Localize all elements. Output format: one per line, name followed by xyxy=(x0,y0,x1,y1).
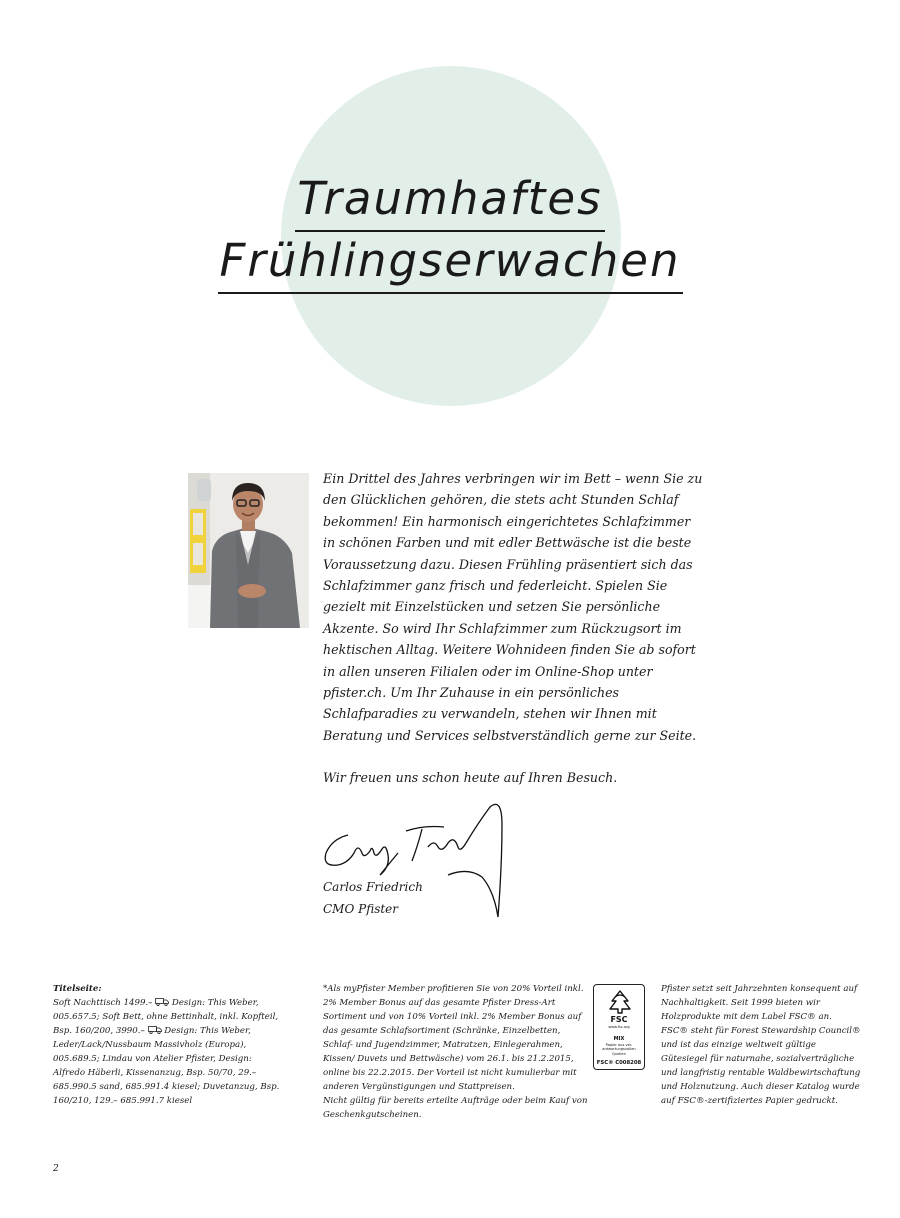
truck-icon xyxy=(155,998,169,1006)
cover-credits-heading: Titelseite: xyxy=(53,984,102,994)
fsc-code: FSC® C008208 xyxy=(596,1060,642,1066)
sustainability-note: Pfister setzt seit Jahrzehnten konsequent auf Nachhaltigkeit. Seit 1999 bieten wir Holzprodukte mit dem Label FSC® an. FSC® steht für Forest Stewardship Council® und ist das einzige weltweit gültige Gütesiegel für naturnahe, sozialverträgliche und langfristig rentable Waldbewirtschaftung und Holznutzung. Auch dieser Katalog wurde auf FSC®-zertifiziertes Papier gedruckt. xyxy=(661,984,861,1106)
fsc-mix: MIX xyxy=(613,1036,625,1042)
letter-greeting: Wir freuen uns schon heute auf Ihren Besuch. xyxy=(323,770,618,786)
truck-icon xyxy=(148,1026,162,1034)
letter-body: Ein Drittel des Jahres verbringen wir im Bett – wenn Sie zu den Glücklichen gehören, die stets acht Stunden Schlaf bekommen! Ein harmonisch eingerichtetes Schlafzimmer in schönen Farben und mit edler Bettwäsche ist die beste Voraussetzung dazu. Diesen Frühling präsentiert sich das Schlafzimmer ganz frisch und federleicht. Spielen Sie gezielt mit Einzelstücken und setzen Sie persönliche Akzente. So wird Ihr Schlafzimmer zum Rückzugsort im hektischen Alltag. Weitere Wohnideen finden Sie ab sofort in allen unseren Filialen oder im Online-Shop unter pfister.ch. Um Ihr Zuhause in ein persönliches Schlafparadies zu verwandeln, stehen wir Ihnen mit Beratung und Services selbstverständlich gerne zur Seite. xyxy=(323,471,703,743)
fsc-brand: FSC xyxy=(610,1015,628,1024)
fsc-site: www.fsc.org xyxy=(608,1025,630,1029)
cover-credits xyxy=(53,982,283,1108)
page-title-line-1: Traumhaftes xyxy=(0,170,900,232)
member-conditions xyxy=(323,982,588,1122)
portrait-illustration xyxy=(188,473,309,628)
cover-credits-text: Soft Nachttisch 1499.– Design: This Weber, 005.657.5; Soft Bett, ohne Bettinhalt, inkl. Kopfteil, Bsp. 160/200, 3990.– Design: This Weber, Leder/Lack/Nussbaum Massivholz (Europa), 005.689.5; Lindau von Atelier Pfister, Design: Alfredo Häberli, Kissenanzug, Bsp. 50/70, 29.– 685.990.5 sand, 685.991.4 kiesel; Duvetanzug, Bsp. 160/210, 129.– 685.991.7 kiesel xyxy=(53,998,280,1106)
author-photo xyxy=(188,473,309,628)
member-conditions-note: Nicht gültig für bereits erteilte Aufträge oder beim Kauf von Geschenkgutscheinen. xyxy=(323,1096,588,1120)
signer-block xyxy=(323,876,423,920)
fsc-logo xyxy=(593,984,645,1070)
letter-text xyxy=(323,468,703,789)
page-title-line-2: Frühlingserwachen xyxy=(0,232,900,294)
page-number: 2 xyxy=(53,1164,59,1174)
fsc-tree-icon xyxy=(605,989,635,1015)
signer-role: CMO Pfister xyxy=(323,902,399,916)
member-conditions-text: *Als myPfister Member profitieren Sie von 20% Vorteil inkl. 2% Member Bonus auf das gesamte Pfister Dress-Art Sortiment und von 10% Vorteil inkl. 2% Member Bonus auf das gesamte Schlafsortiment (Schränke, Einzelbetten, Schlaf- und Jugendzimmer, Matratzen, Einlegerahmen, Kissen/ Duvets und Bettwäsche) vom 26.1. bis 21.2.2015, online bis 22.2.2015. Der Vorteil ist nicht kumulierbar mit anderen Vergünstigungen und Stattpreisen. xyxy=(323,984,584,1092)
fsc-claim: Papier aus ver- antwortungsvollen Quellen xyxy=(602,1043,636,1056)
signer-name: Carlos Friedrich xyxy=(323,880,423,894)
